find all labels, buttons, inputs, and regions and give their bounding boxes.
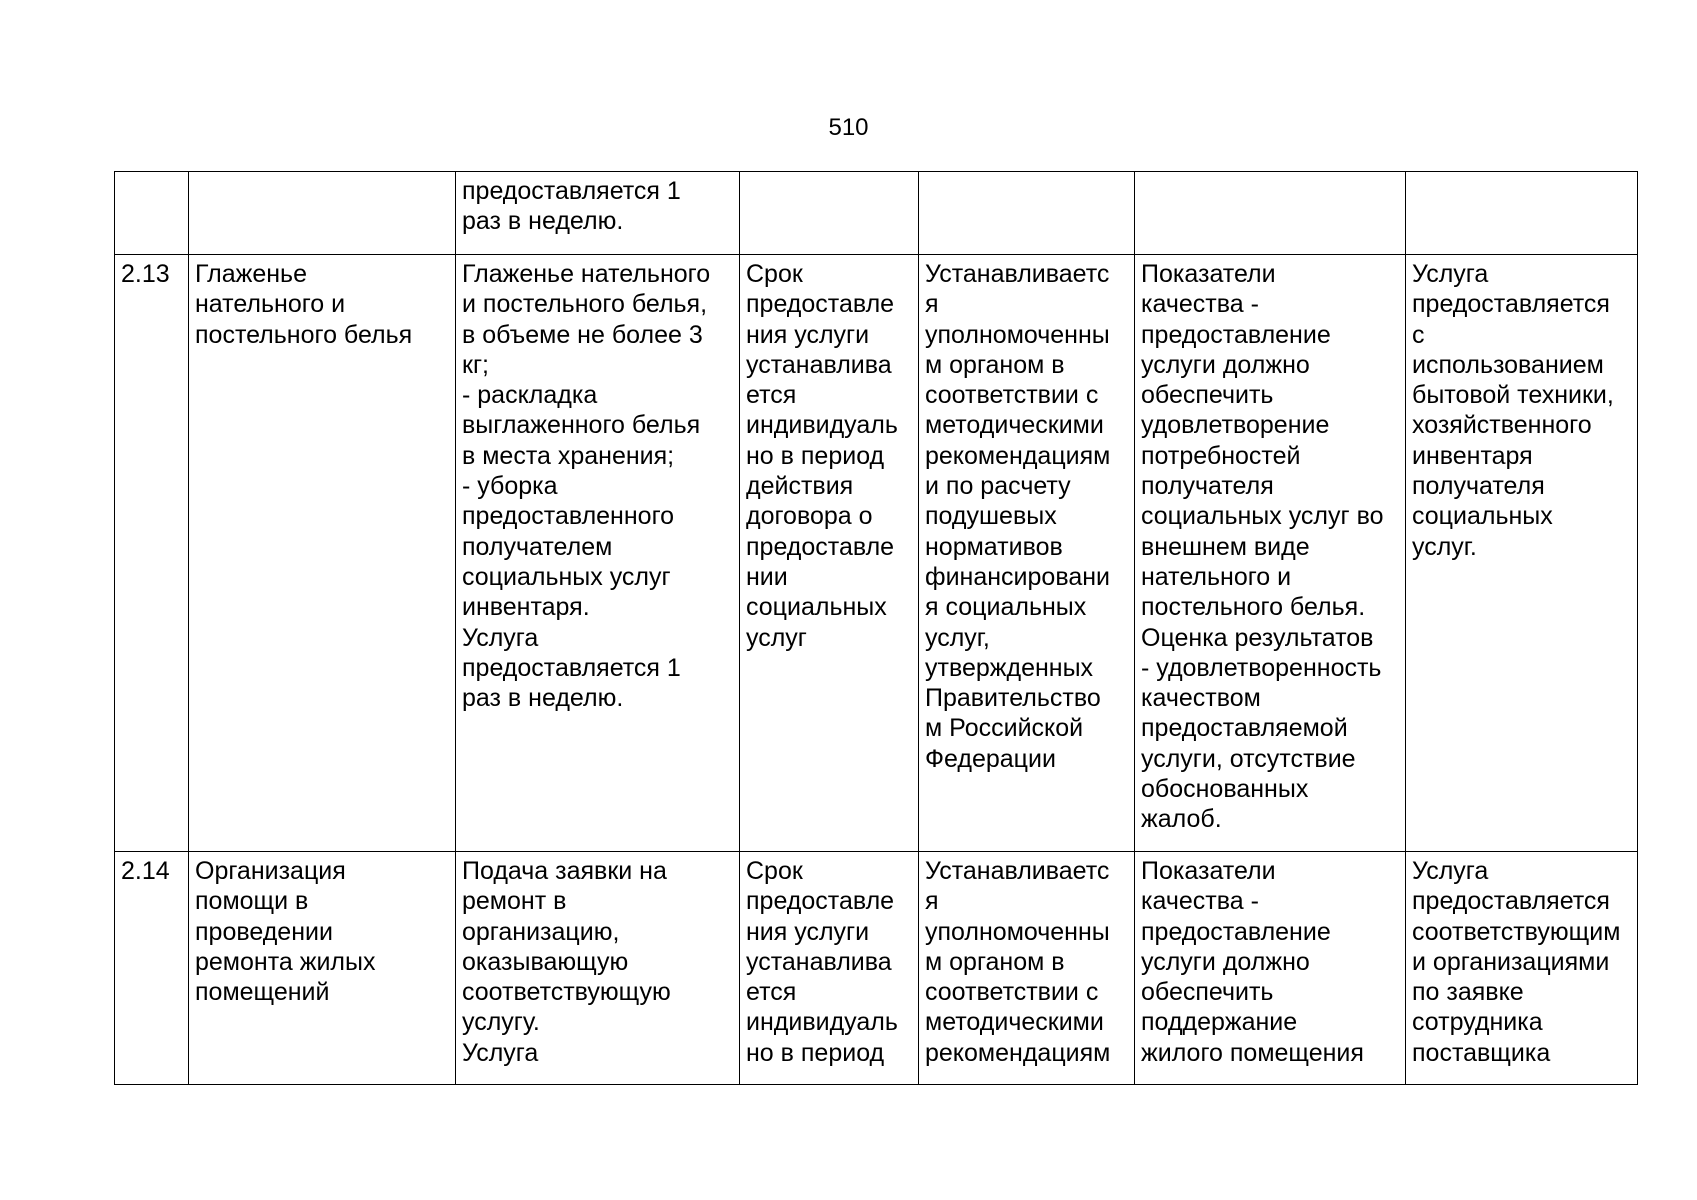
service-quality-cell <box>1135 172 1406 255</box>
row-number-cell: 2.14 <box>115 852 189 1085</box>
services-table <box>114 171 1638 1085</box>
service-term-cell: Срок предоставле ния услуги устанавлива ется индивидуаль но в период действия договора о предоставле нии социальных услуг <box>740 255 919 852</box>
row-number-cell <box>115 172 189 255</box>
row-number-cell: 2.13 <box>115 255 189 852</box>
service-norm-cell <box>919 172 1135 255</box>
service-term-cell <box>740 172 919 255</box>
service-name-cell: Организация помощи в проведении ремонта жилых помещений <box>189 852 456 1085</box>
service-name-cell <box>189 172 456 255</box>
service-conditions-cell: Услуга предоставляется с использованием бытовой техники, хозяйственного инвентаря получателя социальных услуг. <box>1406 255 1638 852</box>
page-number: 510 <box>828 114 869 141</box>
service-conditions-cell <box>1406 172 1638 255</box>
service-description-cell: предоставляется 1 раз в неделю. <box>456 172 740 255</box>
service-norm-cell: Устанавливаетс я уполномоченны м органом в соответствии с методическими рекомендациям и по расчету подушевых нормативов финансировани я социальных услуг, утвержденных Правительство м Российской Федерации <box>919 255 1135 852</box>
service-norm-cell: Устанавливаетс я уполномоченны м органом в соответствии с методическими рекомендациям <box>919 852 1135 1085</box>
service-quality-cell: Показатели качества - предоставление услуги должно обеспечить удовлетворение потребностей получателя социальных услуг во внешнем виде нательного и постельного белья. Оценка результатов - удовлетворенность качеством предоставляемой услуги, отсутствие обоснованных жалоб. <box>1135 255 1406 852</box>
service-conditions-cell: Услуга предоставляется соответствующим и организациями по заявке сотрудника поставщика <box>1406 852 1638 1085</box>
service-description-cell: Глаженье нательного и постельного белья, в объеме не более 3 кг; - раскладка выглаженного белья в места хранения; - уборка предоставленного получателем социальных услуг инвентаря. Услуга предоставляется 1 раз в неделю. <box>456 255 740 852</box>
service-description-cell: Подача заявки на ремонт в организацию, оказывающую соответствующую услугу. Услуга <box>456 852 740 1085</box>
table-row <box>115 255 1638 852</box>
service-name-cell: Глаженье нательного и постельного белья <box>189 255 456 852</box>
service-quality-cell: Показатели качества - предоставление услуги должно обеспечить поддержание жилого помещения <box>1135 852 1406 1085</box>
table-row <box>115 852 1638 1085</box>
table-row <box>115 172 1638 255</box>
service-term-cell: Срок предоставле ния услуги устанавлива ется индивидуаль но в период <box>740 852 919 1085</box>
